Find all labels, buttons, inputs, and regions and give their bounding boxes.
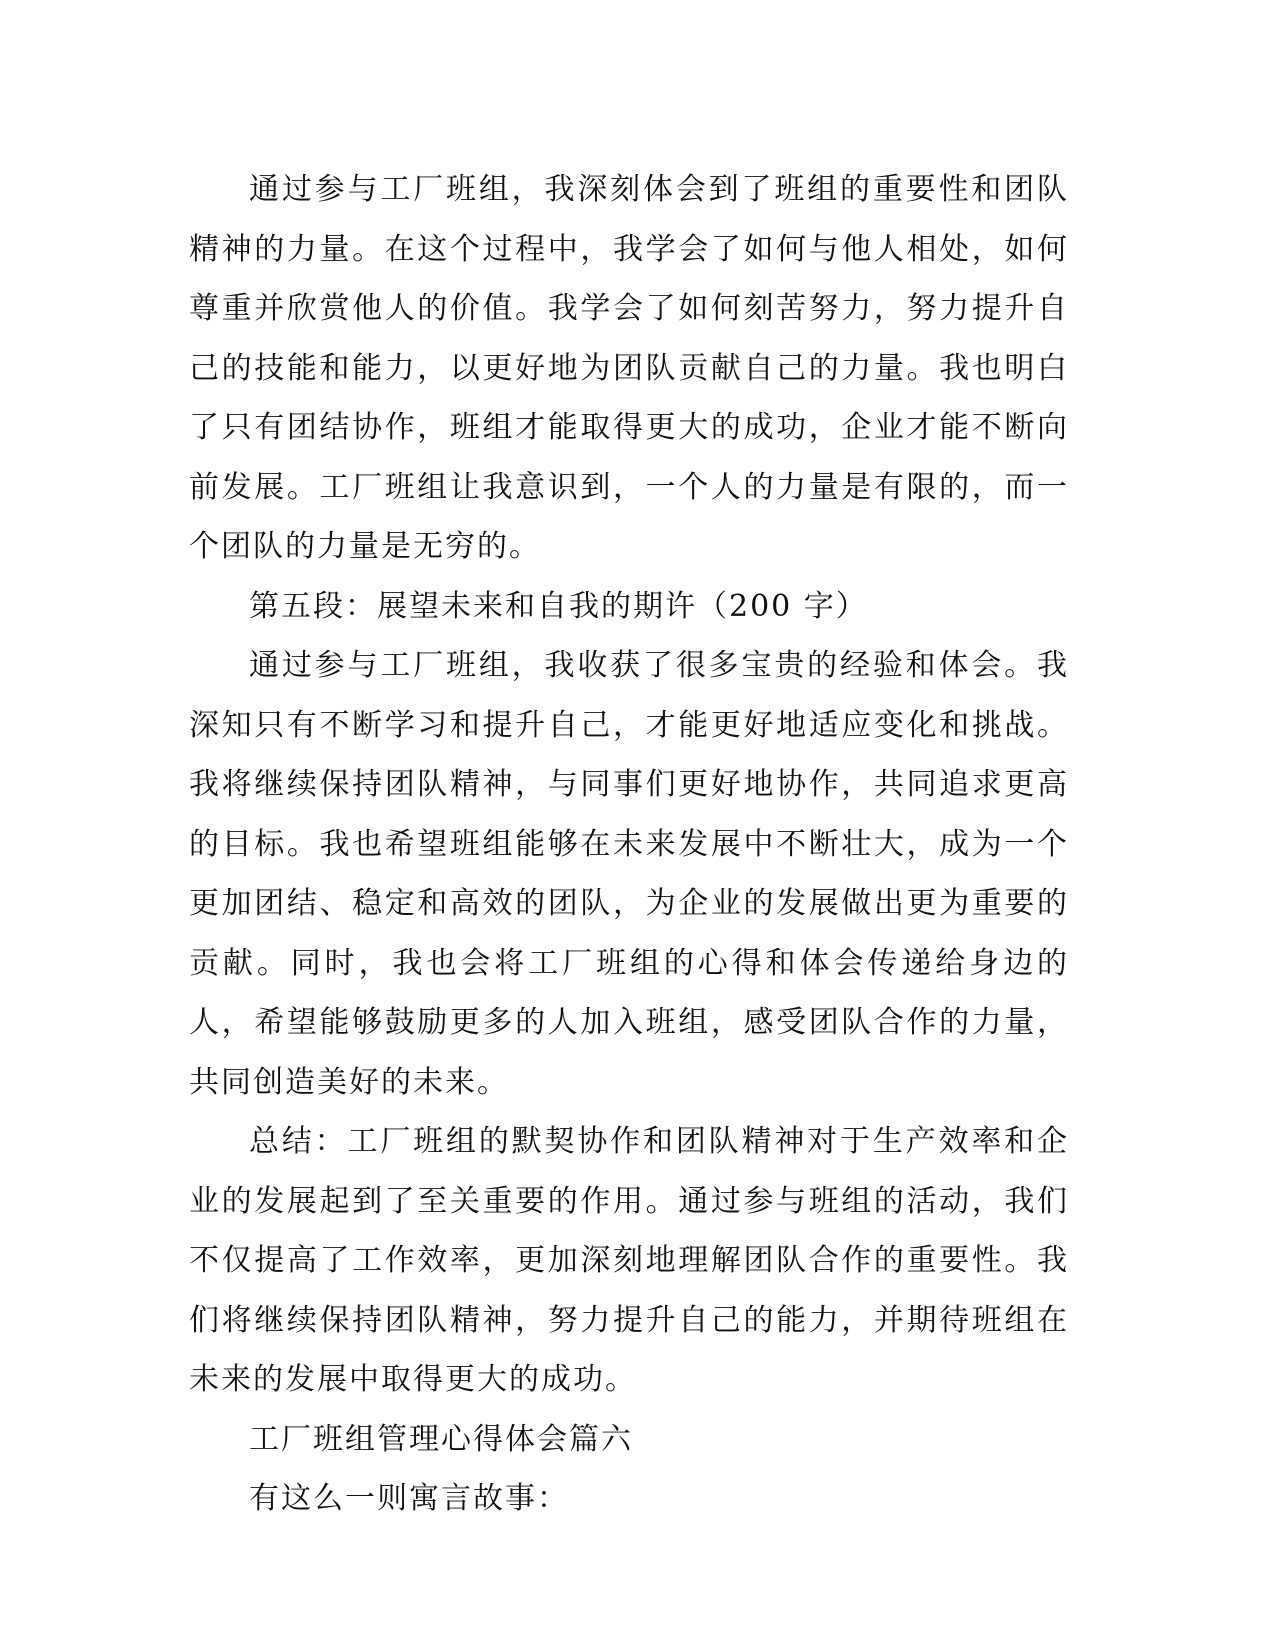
- section-heading-fifth: 第五段：展望未来和自我的期许（200 字）: [249, 588, 868, 624]
- article-title-part-six: 工厂班组管理心得体会篇六: [249, 1421, 633, 1457]
- paragraph-reflection: 通过参与工厂班组，我深刻体会到了班组的重要性和团队精神的力量。在这个过程中，我学会了如何与他人相处，如何尊重并欣赏他人的价值。我学会了如何刻苦努力，努力提升自己的技能和能力，以更好地为团队贡献自己的力量。我也明白了只有团结协作，班组才能取得更大的成功，企业才能不断向前发展。工厂班组让我意识到，一个人的力量是有限的，而一个团队的力量是无穷的。: [189, 172, 1069, 564]
- paragraph-fable-intro: 有这么一则寓言故事：: [249, 1481, 569, 1516]
- document-body: [189, 160, 1069, 1529]
- paragraph-future-outlook: 通过参与工厂班组，我收获了很多宝贵的经验和体会。我深知只有不断学习和提升自己，才能更好地适应变化和挑战。我将继续保持团队精神，与同事们更好地协作，共同追求更高的目标。我也希望班组能够在未来发展中不断壮大，成为一个更加团结、稳定和高效的团队，为企业的发展做出更为重要的贡献。同时，我也会将工厂班组的心得和体会传递给身边的人，希望能够鼓励更多的人加入班组，感受团队合作的力量，共同创造美好的未来。: [189, 648, 1069, 1100]
- paragraph-summary: 总结：工厂班组的默契协作和团队精神对于生产效率和企业的发展起到了至关重要的作用。通过参与班组的活动，我们不仅提高了工作效率，更加深刻地理解团队合作的重要性。我们将继续保持团队精神，努力提升自己的能力，并期待班组在未来的发展中取得更大的成功。: [189, 1124, 1069, 1397]
